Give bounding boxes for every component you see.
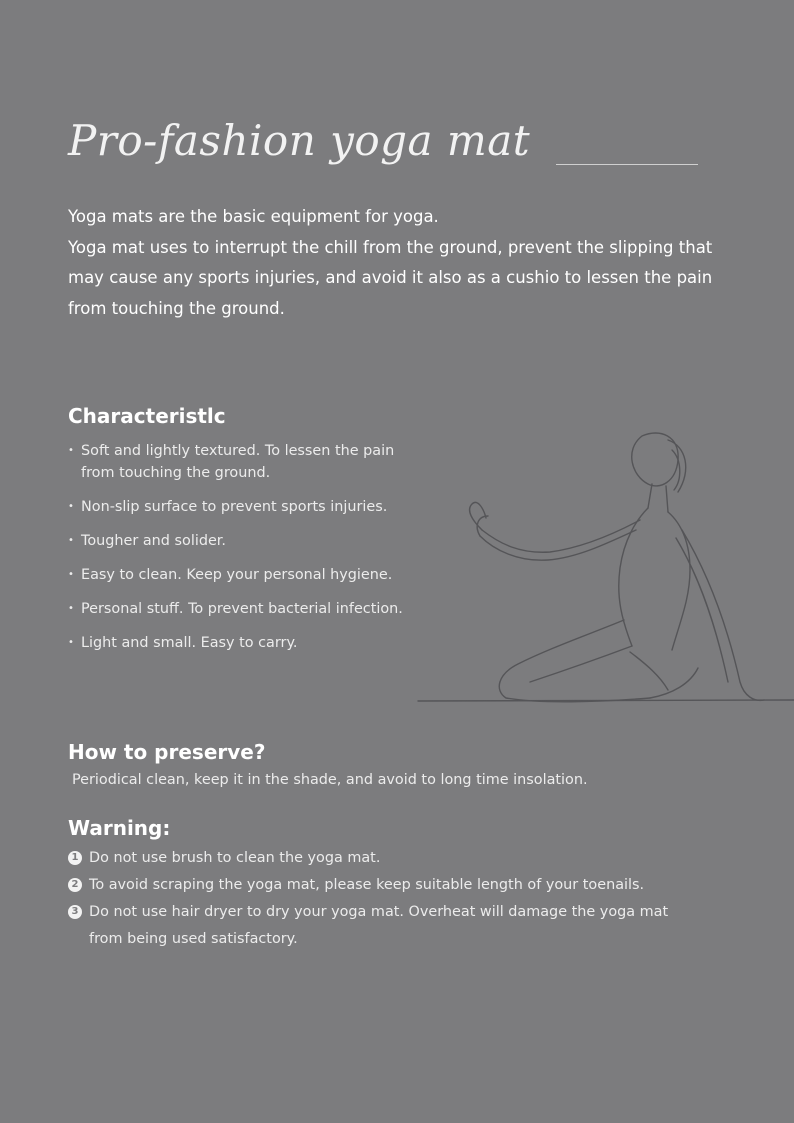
- characteristic-list: [68, 440, 438, 666]
- warning-text: Do not use brush to clean the yoga mat.: [89, 850, 381, 866]
- number-badge: 1: [68, 851, 82, 865]
- list-item: [68, 872, 708, 899]
- warning-text: To avoid scraping the yoga mat, please keep suitable length of your toenails.: [89, 877, 645, 893]
- page-title: Pro-fashion yoga mat: [68, 116, 531, 165]
- list-item: • Light and small. Easy to carry.: [68, 632, 438, 654]
- yoga-pose-icon: [410, 420, 794, 720]
- warning-heading: Warning:: [68, 816, 171, 840]
- list-item: • Easy to clean. Keep your personal hygiene.: [68, 564, 438, 586]
- intro-text: [68, 202, 728, 324]
- list-item: [68, 899, 689, 953]
- list-item: [68, 845, 708, 872]
- list-item: • Non-slip surface to prevent sports injuries.: [68, 496, 438, 518]
- number-badge: 3: [68, 905, 82, 919]
- number-badge: 2: [68, 878, 82, 892]
- intro-line-2: Yoga mat uses to interrupt the chill from the ground, prevent the slipping that may cause any sports injuries, and avoid it also as a cushio to lessen the pain from touching the ground.: [68, 237, 713, 318]
- warning-text: Do not use hair dryer to dry your yoga mat. Overheat will damage the yoga mat from being used satisfactory.: [89, 904, 669, 947]
- title-underline: [556, 164, 698, 165]
- characteristic-heading: Characteristlc: [68, 404, 226, 428]
- intro-line-1: Yoga mats are the basic equipment for yoga.: [68, 207, 439, 226]
- preserve-text: Periodical clean, keep it in the shade, and avoid to long time insolation.: [72, 772, 588, 788]
- warning-list: [68, 845, 708, 953]
- list-item: • Personal stuff. To prevent bacterial infection.: [68, 598, 438, 620]
- preserve-heading: How to preserve?: [68, 740, 266, 764]
- list-item: • Tougher and solider.: [68, 530, 438, 552]
- list-item: • Soft and lightly textured. To lessen the pain from touching the ground.: [68, 440, 411, 484]
